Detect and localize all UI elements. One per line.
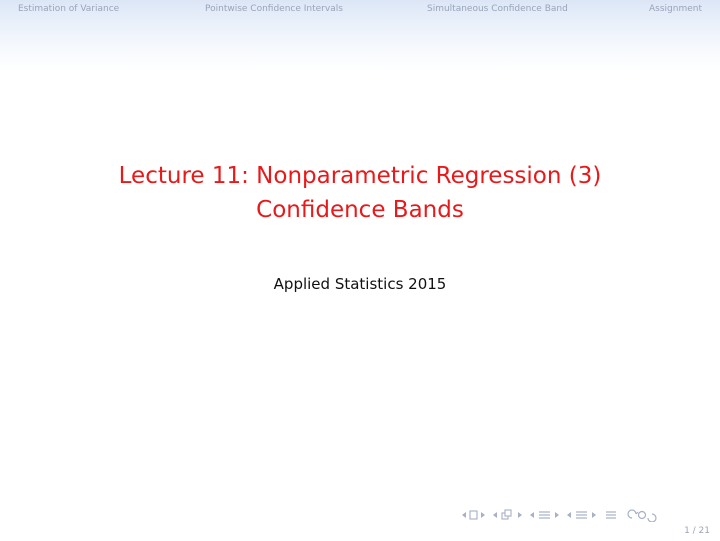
nav-section-pointwise-confidence-intervals[interactable]: Pointwise Confidence Intervals: [205, 4, 343, 14]
title-line-2: Confidence Bands: [256, 197, 464, 223]
section-nav-icon[interactable]: [528, 508, 562, 522]
toc-icon[interactable]: [602, 508, 624, 522]
prev-frame-icon[interactable]: [460, 508, 488, 522]
slide-subtitle: Applied Statistics 2015: [273, 275, 447, 293]
subsection-nav-icon[interactable]: [491, 508, 525, 522]
section-nav-bar: [0, 0, 720, 72]
page-nav-icon[interactable]: [565, 508, 599, 522]
slide-title: [0, 159, 720, 227]
nav-section-estimation-of-variance[interactable]: Estimation of Variance: [18, 4, 120, 14]
beamer-navigation-controls: [460, 508, 660, 522]
nav-section-assignment[interactable]: Assignment: [649, 4, 702, 14]
nav-section-simultaneous-confidence-band[interactable]: Simultaneous Confidence Band: [427, 4, 568, 14]
page-number: 1 / 21: [684, 526, 710, 536]
search-icon[interactable]: [627, 508, 657, 522]
title-line-1: Lecture 11: Nonparametric Regression (3): [118, 163, 602, 189]
